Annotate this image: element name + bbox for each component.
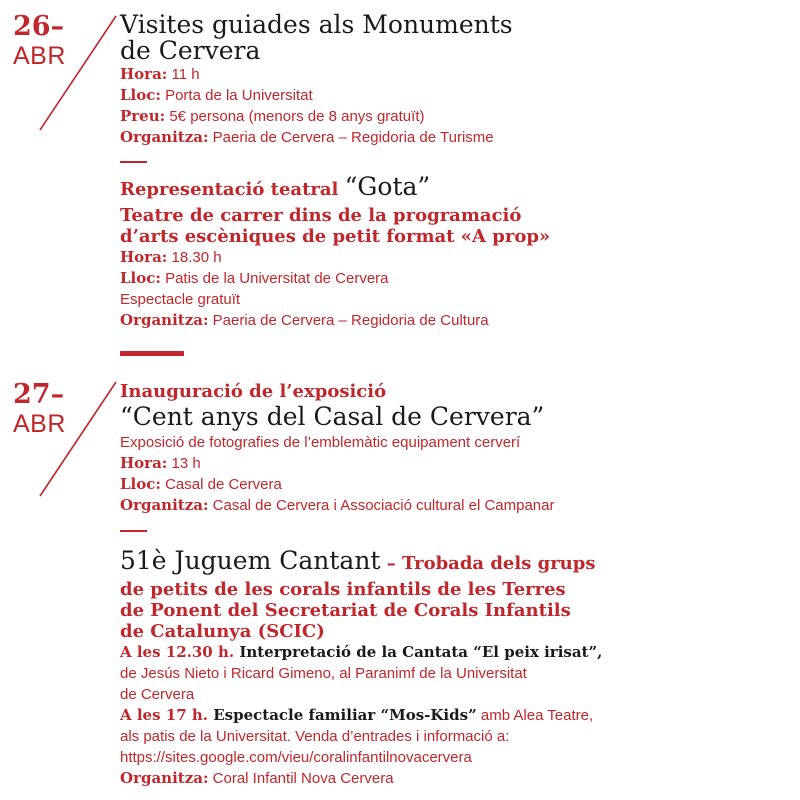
- event-exposicio: [120, 381, 680, 516]
- date-day: 27–: [13, 379, 65, 410]
- event-description: Exposició de fotografies de l’emblemàtic equipament cerverí: [120, 434, 521, 451]
- org-label: Organitza:: [120, 128, 209, 146]
- event-title-row: [120, 174, 680, 205]
- event-title: “Cent anys del Casal de Cervera”: [120, 402, 545, 431]
- event-visites-guiades: [120, 12, 680, 148]
- event-organitza: [120, 310, 680, 331]
- time-activity-rest: amb Alea Teatre,: [476, 707, 594, 724]
- time-label: A les 12.30 h.: [120, 643, 235, 661]
- event-type: Inauguració de l’exposició: [120, 381, 387, 402]
- date-month: ABR: [13, 410, 66, 438]
- preu-label: Preu:: [120, 107, 166, 125]
- lloc-value: Porta de la Universitat: [160, 87, 313, 104]
- org-value: Coral Infantil Nova Cervera: [208, 770, 394, 787]
- event-title: “Gota”: [344, 172, 431, 201]
- divider-short: [120, 161, 147, 163]
- date-slash-decoration: [30, 14, 120, 134]
- hora-label: Hora:: [120, 65, 168, 83]
- time-activity: Espectacle familiar “Mos-Kids”: [208, 706, 477, 724]
- org-value: Paeria de Cervera – Regidoria de Cultura: [208, 312, 489, 329]
- event-subtitle-cont: d’arts escèniques de petit format «A prop»: [120, 226, 551, 247]
- event-subtitle: Teatre de carrer dins de la programació: [120, 205, 522, 226]
- event-time-2-detail: als patis de la Universitat. Venda d’entrades i informació a:: [120, 728, 510, 745]
- hora-label: Hora:: [120, 454, 168, 472]
- lloc-label: Lloc:: [120, 475, 161, 493]
- date-day: 26–: [13, 11, 65, 42]
- event-organitza: [120, 127, 680, 148]
- event-title-row: [120, 548, 640, 579]
- time-label: A les 17 h.: [120, 706, 208, 724]
- org-value: Paeria de Cervera – Regidoria de Turisme: [208, 129, 494, 146]
- divider-thick: [120, 351, 184, 356]
- event-subtitle: – Trobada dels grups: [380, 553, 596, 574]
- event-hora: [120, 64, 680, 85]
- date-month: ABR: [13, 42, 66, 70]
- event-time-1-detail: de Jesús Nieto i Ricard Gimeno, al Paranimf de la Universitat: [120, 665, 527, 682]
- lloc-value: Patis de la Universitat de Cervera: [160, 270, 389, 287]
- date-slash-decoration: [30, 380, 120, 500]
- event-preu: [120, 106, 680, 127]
- event-organitza: [120, 768, 640, 789]
- lloc-value: Casal de Cervera: [160, 476, 282, 493]
- lloc-label: Lloc:: [120, 86, 161, 104]
- event-hora: [120, 453, 680, 474]
- hora-label: Hora:: [120, 248, 168, 266]
- event-lloc: [120, 268, 680, 289]
- preu-value: 5€ persona (menors de 8 anys gratuït): [165, 108, 425, 125]
- event-lloc: [120, 474, 680, 495]
- event-organitza: [120, 495, 680, 516]
- event-title: Visites guiades als Monuments: [120, 10, 513, 39]
- hora-value: 18.30 h: [167, 249, 222, 266]
- event-type: Representació teatral: [120, 179, 345, 200]
- event-subtitle-cont: de Catalunya (SCIC): [120, 621, 325, 642]
- event-hora: [120, 247, 680, 268]
- event-subtitle-cont: de petits de les corals infantils de les Terres: [120, 579, 566, 600]
- event-time-1: [120, 642, 640, 663]
- event-juguem-cantant: [120, 548, 640, 789]
- event-note: Espectacle gratuït: [120, 291, 241, 308]
- event-gota: [120, 174, 680, 331]
- event-lloc: [120, 85, 680, 106]
- divider-short: [120, 530, 147, 532]
- org-value: Casal de Cervera i Associació cultural el Campanar: [208, 497, 555, 514]
- event-time-2: [120, 705, 640, 726]
- org-label: Organitza:: [120, 311, 209, 329]
- event-title-cont: de Cervera: [120, 36, 261, 65]
- hora-value: 13 h: [167, 455, 201, 472]
- event-url: https://sites.google.com/vieu/coralinfantilnovacervera: [120, 749, 472, 766]
- event-subtitle-cont: de Ponent del Secretariat de Corals Infantils: [120, 600, 571, 621]
- event-title: 51è Juguem Cantant: [120, 546, 381, 575]
- time-activity: Interpretació de la Cantata “El peix irisat”,: [234, 643, 603, 661]
- hora-value: 11 h: [167, 66, 200, 83]
- event-time-1-detail: de Cervera: [120, 686, 195, 703]
- lloc-label: Lloc:: [120, 269, 161, 287]
- org-label: Organitza:: [120, 496, 209, 514]
- org-label: Organitza:: [120, 769, 209, 787]
